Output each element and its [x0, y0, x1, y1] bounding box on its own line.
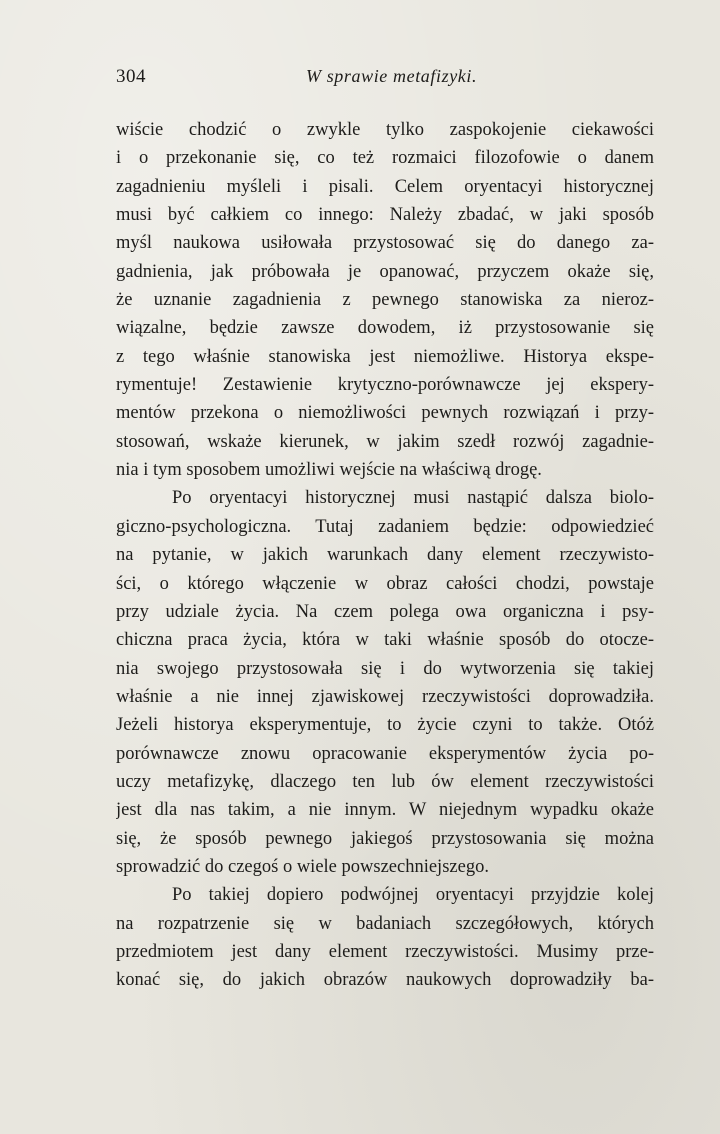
- text-line: myśl naukowa usiłowała przystosować się do danego za-: [116, 233, 654, 254]
- text-line: gadnienia, jak próbowała je opanować, przyczem okaże się,: [116, 261, 654, 282]
- text-line: uczy metafizykę, dlaczego ten lub ów element rzeczywistości: [116, 771, 654, 792]
- text-line: na pytanie, w jakich warunkach dany element rzeczywisto-: [116, 545, 654, 566]
- text-line: nia i tym sposobem umożliwi wejście na właściwą drogę.: [116, 460, 542, 481]
- text-line: wiście chodzić o zwykle tylko zaspokojenie ciekawości: [116, 120, 654, 140]
- text-line: sprowadzić do czegoś o wiele powszechniejszego.: [116, 856, 489, 877]
- text-line: na rozpatrzenie się w badaniach szczegółowych, których: [116, 913, 654, 934]
- text-line: porównawcze znowu opracowanie eksperymentów życia po-: [116, 743, 654, 764]
- text-line: musi być całkiem co innego: Należy zbadać, w jaki sposób: [116, 205, 654, 226]
- text-line: Jeżeli historya eksperymentuje, to życie czyni to także. Otóż: [116, 715, 654, 736]
- text-line: zagadnieniu myśleli i pisali. Celem oryentacyi historycznej: [116, 176, 654, 197]
- text-line: przy udziale życia. Na czem polega owa organiczna i psy-: [116, 601, 654, 622]
- text-line: się, że sposób pewnego jakiegoś przystosowania się można: [116, 828, 654, 849]
- text-line: właśnie a nie innej zjawiskowej rzeczywistości doprowadziła.: [116, 686, 654, 707]
- page-number: 304: [116, 66, 146, 87]
- running-head: [116, 66, 656, 94]
- text-line: mentów przekona o niemożliwości pewnych rozwiązań i przy-: [116, 403, 654, 424]
- text-line: Po oryentacyi historycznej musi nastąpić dalsza biolo-: [172, 488, 654, 509]
- running-title: W sprawie metafizyki.: [306, 66, 478, 86]
- text-line: ści, o którego włączenie w obraz całości chodzi, powstaje: [116, 573, 654, 594]
- text-line: nia swojego przystosowała się i do wytworzenia się takiej: [116, 658, 654, 679]
- text-line: konać się, do jakich obrazów naukowych doprowadziły ba-: [116, 970, 654, 991]
- text-line: przedmiotem jest dany element rzeczywistości. Musimy prze-: [116, 941, 654, 962]
- text-line: że uznanie zagadnienia z pewnego stanowiska za nieroz-: [116, 290, 654, 311]
- text-line: giczno-psychologiczna. Tutaj zadaniem będzie: odpowiedzieć: [116, 516, 654, 537]
- text-line: i o przekonanie się, co też rozmaici filozofowie o danem: [116, 148, 654, 169]
- text-line: Po takiej dopiero podwójnej oryentacyi przyjdzie kolej: [172, 885, 654, 906]
- text-line: rymentuje! Zestawienie krytyczno-porównawcze jej ekspery-: [116, 375, 654, 396]
- text-line: stosowań, wskaże kierunek, w jakim szedł rozwój zagadnie-: [116, 431, 654, 452]
- body-text: [116, 116, 654, 995]
- text-line: jest dla nas takim, a nie innym. W niejednym wypadku okaże: [116, 800, 654, 821]
- text-line: wiązalne, będzie zawsze dowodem, iż przystosowanie się: [116, 318, 654, 339]
- text-line: chiczna praca życia, która w taki właśnie sposób do otocze-: [116, 630, 654, 651]
- text-line: z tego właśnie stanowiska jest niemożliwe. Historya ekspe-: [116, 346, 654, 367]
